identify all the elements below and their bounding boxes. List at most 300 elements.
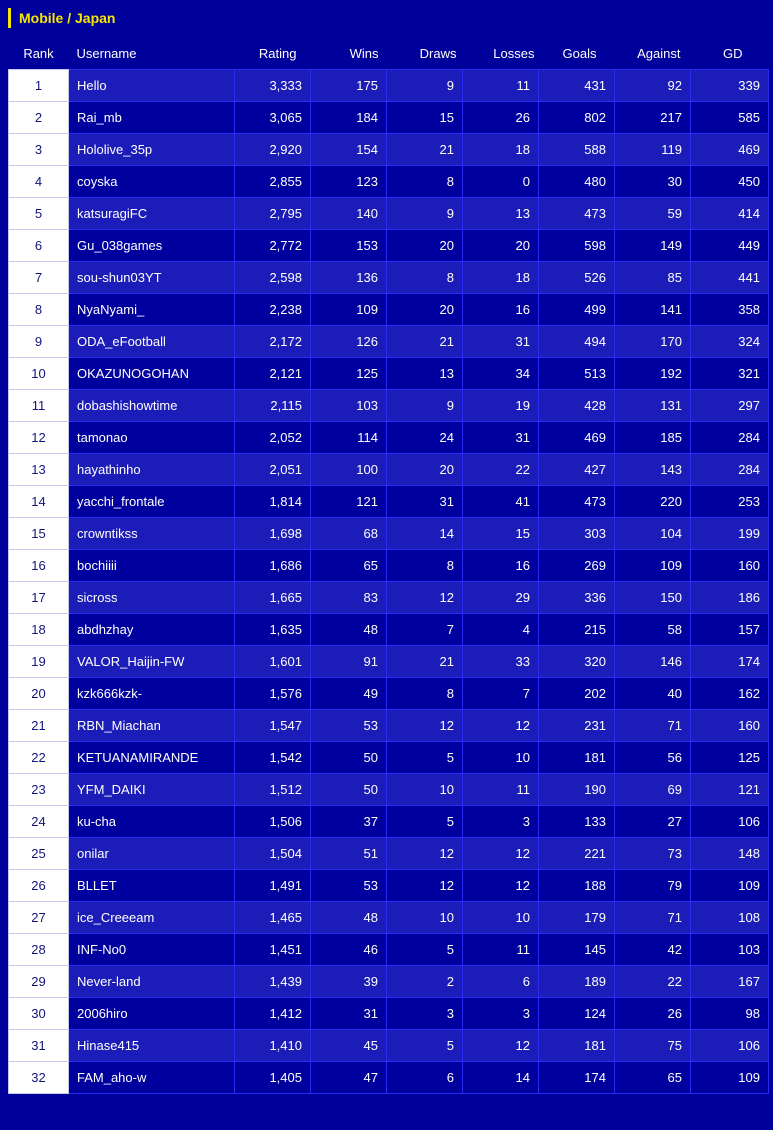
wins-cell: 68 — [311, 518, 387, 550]
goals-cell: 202 — [539, 678, 615, 710]
losses-cell: 18 — [463, 134, 539, 166]
goals-cell: 428 — [539, 390, 615, 422]
against-cell: 71 — [615, 902, 691, 934]
wins-cell: 83 — [311, 582, 387, 614]
losses-cell: 33 — [463, 646, 539, 678]
table-row[interactable] — [9, 454, 769, 486]
rank-cell: 30 — [9, 998, 69, 1030]
rating-cell: 1,542 — [235, 742, 311, 774]
gd-cell: 324 — [691, 326, 769, 358]
draws-cell: 5 — [387, 1030, 463, 1062]
username-cell[interactable]: crowntikss — [69, 518, 235, 550]
draws-cell: 12 — [387, 582, 463, 614]
username-cell[interactable]: KETUANAMIRANDE — [69, 742, 235, 774]
gd-cell: 469 — [691, 134, 769, 166]
rank-cell: 7 — [9, 262, 69, 294]
goals-cell: 588 — [539, 134, 615, 166]
username-cell[interactable]: 2006hiro — [69, 998, 235, 1030]
rank-cell: 11 — [9, 390, 69, 422]
losses-cell: 19 — [463, 390, 539, 422]
wins-cell: 51 — [311, 838, 387, 870]
username-cell[interactable]: INF-No0 — [69, 934, 235, 966]
losses-cell: 11 — [463, 774, 539, 806]
losses-cell: 4 — [463, 614, 539, 646]
rank-cell: 16 — [9, 550, 69, 582]
username-cell[interactable]: hayathinho — [69, 454, 235, 486]
username-cell[interactable]: coyska — [69, 166, 235, 198]
table-row[interactable] — [9, 870, 769, 902]
rank-cell: 3 — [9, 134, 69, 166]
table-row[interactable] — [9, 294, 769, 326]
gd-cell: 98 — [691, 998, 769, 1030]
draws-cell: 21 — [387, 134, 463, 166]
gd-cell: 284 — [691, 454, 769, 486]
table-row[interactable] — [9, 614, 769, 646]
draws-cell: 7 — [387, 614, 463, 646]
table-row[interactable] — [9, 70, 769, 102]
gd-cell: 297 — [691, 390, 769, 422]
goals-cell: 473 — [539, 198, 615, 230]
against-cell: 56 — [615, 742, 691, 774]
losses-cell: 16 — [463, 550, 539, 582]
rating-cell: 1,410 — [235, 1030, 311, 1062]
wins-cell: 49 — [311, 678, 387, 710]
wins-cell: 91 — [311, 646, 387, 678]
goals-cell: 231 — [539, 710, 615, 742]
table-row[interactable] — [9, 230, 769, 262]
rank-cell: 23 — [9, 774, 69, 806]
page-title: Mobile / Japan — [8, 8, 115, 28]
rating-cell: 1,686 — [235, 550, 311, 582]
against-cell: 92 — [615, 70, 691, 102]
gd-cell: 441 — [691, 262, 769, 294]
wins-cell: 126 — [311, 326, 387, 358]
username-cell[interactable]: Rai_mb — [69, 102, 235, 134]
table-row[interactable] — [9, 422, 769, 454]
losses-cell: 0 — [463, 166, 539, 198]
rating-cell: 1,506 — [235, 806, 311, 838]
draws-cell: 8 — [387, 678, 463, 710]
draws-cell: 12 — [387, 710, 463, 742]
rating-cell: 3,333 — [235, 70, 311, 102]
rank-cell: 1 — [9, 70, 69, 102]
rank-cell: 14 — [9, 486, 69, 518]
table-row[interactable] — [9, 1062, 769, 1094]
table-row[interactable] — [9, 966, 769, 998]
against-cell: 30 — [615, 166, 691, 198]
gd-cell: 121 — [691, 774, 769, 806]
goals-cell: 427 — [539, 454, 615, 486]
table-row[interactable] — [9, 806, 769, 838]
rank-cell: 4 — [9, 166, 69, 198]
against-cell: 119 — [615, 134, 691, 166]
wins-cell: 154 — [311, 134, 387, 166]
wins-cell: 53 — [311, 870, 387, 902]
goals-cell: 320 — [539, 646, 615, 678]
against-cell: 143 — [615, 454, 691, 486]
losses-cell: 11 — [463, 934, 539, 966]
rank-cell: 25 — [9, 838, 69, 870]
wins-cell: 50 — [311, 774, 387, 806]
wins-cell: 65 — [311, 550, 387, 582]
against-cell: 42 — [615, 934, 691, 966]
username-cell[interactable]: katsuragiFC — [69, 198, 235, 230]
goals-cell: 181 — [539, 1030, 615, 1062]
goals-cell: 802 — [539, 102, 615, 134]
against-cell: 217 — [615, 102, 691, 134]
draws-cell: 9 — [387, 390, 463, 422]
losses-cell: 18 — [463, 262, 539, 294]
wins-cell: 53 — [311, 710, 387, 742]
rating-cell: 1,665 — [235, 582, 311, 614]
goals-cell: 526 — [539, 262, 615, 294]
username-cell[interactable]: ice_Creeeam — [69, 902, 235, 934]
column-header-gd[interactable]: GD — [723, 46, 743, 61]
losses-cell: 10 — [463, 902, 539, 934]
against-cell: 149 — [615, 230, 691, 262]
table-row[interactable] — [9, 358, 769, 390]
column-header-wins[interactable]: Wins — [349, 46, 379, 61]
goals-cell: 189 — [539, 966, 615, 998]
gd-cell: 160 — [691, 710, 769, 742]
draws-cell: 31 — [387, 486, 463, 518]
wins-cell: 123 — [311, 166, 387, 198]
rating-cell: 1,512 — [235, 774, 311, 806]
rating-cell: 1,576 — [235, 678, 311, 710]
against-cell: 58 — [615, 614, 691, 646]
rank-cell: 29 — [9, 966, 69, 998]
goals-cell: 174 — [539, 1062, 615, 1094]
draws-cell: 20 — [387, 454, 463, 486]
losses-cell: 3 — [463, 998, 539, 1030]
draws-cell: 20 — [387, 230, 463, 262]
table-row[interactable] — [9, 326, 769, 358]
draws-cell: 8 — [387, 262, 463, 294]
rating-cell: 2,052 — [235, 422, 311, 454]
losses-cell: 34 — [463, 358, 539, 390]
column-header-against[interactable]: Against — [637, 46, 681, 61]
against-cell: 27 — [615, 806, 691, 838]
draws-cell: 9 — [387, 198, 463, 230]
username-cell[interactable]: sicross — [69, 582, 235, 614]
column-header-rank[interactable]: Rank — [23, 46, 54, 61]
goals-cell: 303 — [539, 518, 615, 550]
gd-cell: 108 — [691, 902, 769, 934]
against-cell: 85 — [615, 262, 691, 294]
against-cell: 22 — [615, 966, 691, 998]
username-cell[interactable]: tamonao — [69, 422, 235, 454]
goals-cell: 215 — [539, 614, 615, 646]
draws-cell: 5 — [387, 806, 463, 838]
draws-cell: 13 — [387, 358, 463, 390]
rank-cell: 27 — [9, 902, 69, 934]
gd-cell: 157 — [691, 614, 769, 646]
goals-cell: 190 — [539, 774, 615, 806]
username-cell[interactable]: abdhzhay — [69, 614, 235, 646]
gd-cell: 450 — [691, 166, 769, 198]
rank-cell: 24 — [9, 806, 69, 838]
losses-cell: 29 — [463, 582, 539, 614]
username-cell[interactable]: Gu_038games — [69, 230, 235, 262]
rank-cell: 32 — [9, 1062, 69, 1094]
goals-cell: 480 — [539, 166, 615, 198]
losses-cell: 12 — [463, 838, 539, 870]
goals-cell: 269 — [539, 550, 615, 582]
wins-cell: 50 — [311, 742, 387, 774]
gd-cell: 160 — [691, 550, 769, 582]
username-cell[interactable]: sou-shun03YT — [69, 262, 235, 294]
rank-cell: 12 — [9, 422, 69, 454]
column-header-draws[interactable]: Draws — [419, 46, 457, 61]
table-row[interactable] — [9, 646, 769, 678]
draws-cell: 21 — [387, 646, 463, 678]
table-row[interactable] — [9, 166, 769, 198]
rank-cell: 17 — [9, 582, 69, 614]
losses-cell: 14 — [463, 1062, 539, 1094]
gd-cell: 358 — [691, 294, 769, 326]
gd-cell: 106 — [691, 806, 769, 838]
losses-cell: 26 — [463, 102, 539, 134]
rank-cell: 8 — [9, 294, 69, 326]
username-cell[interactable]: FAM_aho-w — [69, 1062, 235, 1094]
username-cell[interactable]: BLLET — [69, 870, 235, 902]
header-row — [9, 38, 769, 70]
ranking-table — [8, 38, 769, 1094]
losses-cell: 41 — [463, 486, 539, 518]
table-header — [9, 38, 769, 70]
against-cell: 141 — [615, 294, 691, 326]
against-cell: 79 — [615, 870, 691, 902]
wins-cell: 175 — [311, 70, 387, 102]
gd-cell: 199 — [691, 518, 769, 550]
rating-cell: 2,121 — [235, 358, 311, 390]
column-header-username[interactable]: Username — [76, 46, 137, 61]
rank-cell: 22 — [9, 742, 69, 774]
draws-cell: 20 — [387, 294, 463, 326]
losses-cell: 31 — [463, 422, 539, 454]
username-cell[interactable]: ku-cha — [69, 806, 235, 838]
rating-cell: 1,547 — [235, 710, 311, 742]
username-cell[interactable]: NyaNyami_ — [69, 294, 235, 326]
gd-cell: 186 — [691, 582, 769, 614]
table-row[interactable] — [9, 710, 769, 742]
table-row[interactable] — [9, 774, 769, 806]
column-header-rating[interactable]: Rating — [258, 46, 297, 61]
rating-cell: 2,115 — [235, 390, 311, 422]
draws-cell: 5 — [387, 742, 463, 774]
goals-cell: 124 — [539, 998, 615, 1030]
table-row[interactable] — [9, 934, 769, 966]
rank-cell: 2 — [9, 102, 69, 134]
losses-cell: 22 — [463, 454, 539, 486]
rating-cell: 2,238 — [235, 294, 311, 326]
rating-cell: 1,504 — [235, 838, 311, 870]
against-cell: 109 — [615, 550, 691, 582]
gd-cell: 109 — [691, 870, 769, 902]
username-cell[interactable]: YFM_DAIKI — [69, 774, 235, 806]
against-cell: 104 — [615, 518, 691, 550]
username-cell[interactable]: bochiiii — [69, 550, 235, 582]
goals-cell: 181 — [539, 742, 615, 774]
table-row[interactable] — [9, 582, 769, 614]
draws-cell: 5 — [387, 934, 463, 966]
rank-cell: 28 — [9, 934, 69, 966]
draws-cell: 8 — [387, 550, 463, 582]
username-cell[interactable]: Hololive_35p — [69, 134, 235, 166]
gd-cell: 339 — [691, 70, 769, 102]
table-row[interactable] — [9, 102, 769, 134]
wins-cell: 114 — [311, 422, 387, 454]
username-cell[interactable]: Hello — [69, 70, 235, 102]
against-cell: 192 — [615, 358, 691, 390]
gd-cell: 148 — [691, 838, 769, 870]
table-row[interactable] — [9, 838, 769, 870]
rating-cell: 1,491 — [235, 870, 311, 902]
goals-cell: 179 — [539, 902, 615, 934]
rating-cell: 1,601 — [235, 646, 311, 678]
column-header-goals[interactable]: Goals — [562, 46, 597, 61]
gd-cell: 125 — [691, 742, 769, 774]
wins-cell: 45 — [311, 1030, 387, 1062]
against-cell: 71 — [615, 710, 691, 742]
table-row[interactable] — [9, 518, 769, 550]
goals-cell: 499 — [539, 294, 615, 326]
goals-cell: 473 — [539, 486, 615, 518]
table-row[interactable] — [9, 198, 769, 230]
against-cell: 73 — [615, 838, 691, 870]
rank-cell: 21 — [9, 710, 69, 742]
table-row[interactable] — [9, 550, 769, 582]
username-cell[interactable]: dobashishowtime — [69, 390, 235, 422]
username-cell[interactable]: ODA_eFootball — [69, 326, 235, 358]
rating-cell: 1,451 — [235, 934, 311, 966]
goals-cell: 145 — [539, 934, 615, 966]
against-cell: 75 — [615, 1030, 691, 1062]
losses-cell: 7 — [463, 678, 539, 710]
draws-cell: 8 — [387, 166, 463, 198]
gd-cell: 449 — [691, 230, 769, 262]
rank-cell: 26 — [9, 870, 69, 902]
table-row[interactable] — [9, 390, 769, 422]
username-cell[interactable]: VALOR_Haijin-FW — [69, 646, 235, 678]
table-body — [9, 70, 769, 1094]
draws-cell: 10 — [387, 902, 463, 934]
wins-cell: 48 — [311, 902, 387, 934]
losses-cell: 3 — [463, 806, 539, 838]
losses-cell: 11 — [463, 70, 539, 102]
rating-cell: 2,855 — [235, 166, 311, 198]
losses-cell: 20 — [463, 230, 539, 262]
draws-cell: 10 — [387, 774, 463, 806]
losses-cell: 10 — [463, 742, 539, 774]
wins-cell: 125 — [311, 358, 387, 390]
rank-cell: 13 — [9, 454, 69, 486]
table-row[interactable] — [9, 486, 769, 518]
rating-cell: 3,065 — [235, 102, 311, 134]
against-cell: 40 — [615, 678, 691, 710]
wins-cell: 153 — [311, 230, 387, 262]
goals-cell: 598 — [539, 230, 615, 262]
against-cell: 150 — [615, 582, 691, 614]
wins-cell: 121 — [311, 486, 387, 518]
rating-cell: 2,051 — [235, 454, 311, 486]
gd-cell: 162 — [691, 678, 769, 710]
draws-cell: 9 — [387, 70, 463, 102]
rating-cell: 1,412 — [235, 998, 311, 1030]
goals-cell: 133 — [539, 806, 615, 838]
username-cell[interactable]: yacchi_frontale — [69, 486, 235, 518]
gd-cell: 103 — [691, 934, 769, 966]
wins-cell: 103 — [311, 390, 387, 422]
username-cell[interactable]: Hinase415 — [69, 1030, 235, 1062]
goals-cell: 469 — [539, 422, 615, 454]
rating-cell: 2,598 — [235, 262, 311, 294]
gd-cell: 414 — [691, 198, 769, 230]
wins-cell: 109 — [311, 294, 387, 326]
table-row[interactable] — [9, 998, 769, 1030]
wins-cell: 184 — [311, 102, 387, 134]
column-header-losses[interactable]: Losses — [493, 46, 535, 61]
losses-cell: 16 — [463, 294, 539, 326]
losses-cell: 12 — [463, 870, 539, 902]
username-cell[interactable]: OKAZUNOGOHAN — [69, 358, 235, 390]
against-cell: 131 — [615, 390, 691, 422]
rank-cell: 9 — [9, 326, 69, 358]
rating-cell: 1,465 — [235, 902, 311, 934]
wins-cell: 136 — [311, 262, 387, 294]
rank-cell: 5 — [9, 198, 69, 230]
username-cell[interactable]: kzk666kzk- — [69, 678, 235, 710]
table-row[interactable] — [9, 902, 769, 934]
goals-cell: 221 — [539, 838, 615, 870]
draws-cell: 12 — [387, 870, 463, 902]
against-cell: 65 — [615, 1062, 691, 1094]
table-row[interactable] — [9, 262, 769, 294]
goals-cell: 513 — [539, 358, 615, 390]
rank-cell: 18 — [9, 614, 69, 646]
username-cell[interactable]: Never-land — [69, 966, 235, 998]
draws-cell: 14 — [387, 518, 463, 550]
gd-cell: 109 — [691, 1062, 769, 1094]
losses-cell: 12 — [463, 710, 539, 742]
losses-cell: 12 — [463, 1030, 539, 1062]
against-cell: 69 — [615, 774, 691, 806]
rating-cell: 2,795 — [235, 198, 311, 230]
table-row[interactable] — [9, 1030, 769, 1062]
username-cell[interactable]: onilar — [69, 838, 235, 870]
rank-cell: 6 — [9, 230, 69, 262]
losses-cell: 13 — [463, 198, 539, 230]
table-row[interactable] — [9, 134, 769, 166]
draws-cell: 6 — [387, 1062, 463, 1094]
gd-cell: 585 — [691, 102, 769, 134]
gd-cell: 106 — [691, 1030, 769, 1062]
wins-cell: 37 — [311, 806, 387, 838]
rating-cell: 1,439 — [235, 966, 311, 998]
gd-cell: 321 — [691, 358, 769, 390]
rating-cell: 1,698 — [235, 518, 311, 550]
wins-cell: 48 — [311, 614, 387, 646]
table-row[interactable] — [9, 678, 769, 710]
rank-cell: 19 — [9, 646, 69, 678]
wins-cell: 100 — [311, 454, 387, 486]
rating-cell: 2,172 — [235, 326, 311, 358]
gd-cell: 174 — [691, 646, 769, 678]
table-row[interactable] — [9, 742, 769, 774]
against-cell: 185 — [615, 422, 691, 454]
gd-cell: 167 — [691, 966, 769, 998]
username-cell[interactable]: RBN_Miachan — [69, 710, 235, 742]
